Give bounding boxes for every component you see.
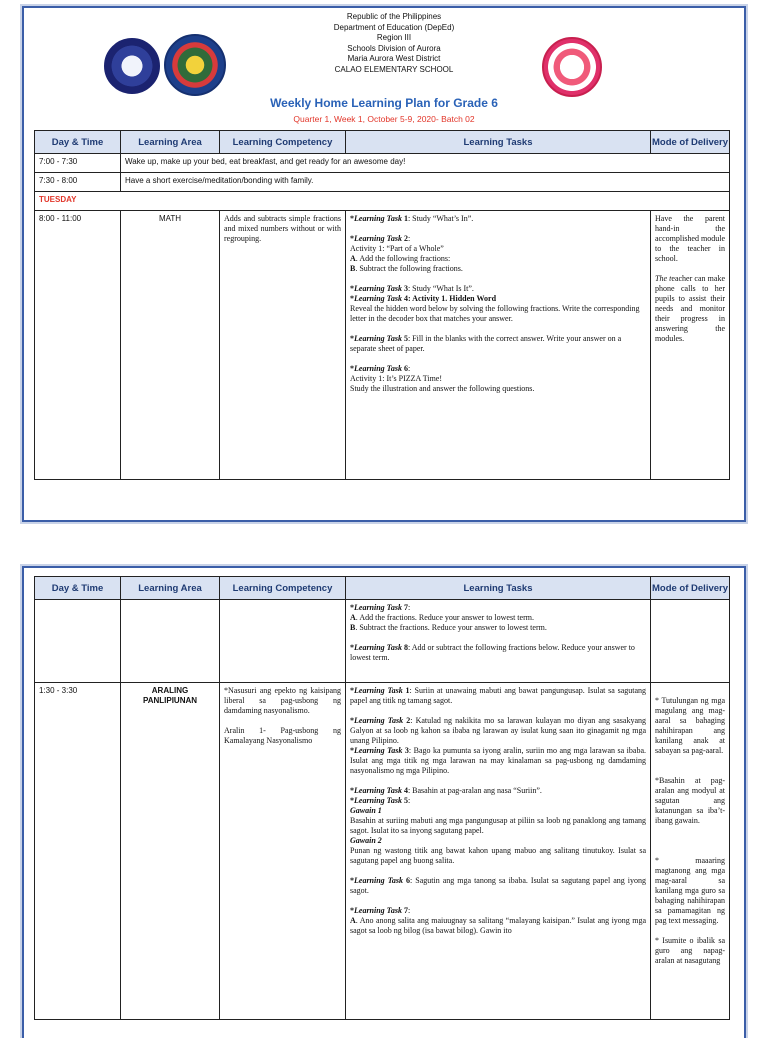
col-header: Day & Time xyxy=(35,131,121,154)
task-label: Learning Task xyxy=(354,796,402,805)
delivery-cell xyxy=(651,211,730,480)
task-3: *Learning Task 3: Bago ka pumunta sa iyong aralin, suriin mo ang mga larawan sa ibaba. Isulat ang mga titik ng mga larawan na may kinalaman sa pag-usbong ng damdaming nasyonalismo ng mga Pilipino. xyxy=(350,746,647,775)
table-row xyxy=(35,683,730,1020)
task-1: *Learning Task 1: Suriin at unawaing mabuti ang bawat pangungusap. Isulat sa sagutang papel ang titik ng tamang sagot. xyxy=(350,686,647,705)
time-cell: 8:00 - 11:00 xyxy=(35,211,121,480)
learning-area-cell xyxy=(121,683,220,1020)
time-cell: 7:00 - 7:30 xyxy=(35,154,121,173)
table-row xyxy=(35,173,730,192)
task-label: Learning Task xyxy=(354,334,402,343)
task-1: *Learning Task 1: Study “What’s In”. xyxy=(350,214,474,223)
time-cell xyxy=(35,600,121,683)
learning-plan-table xyxy=(34,130,730,480)
task-text: : Sagutin ang mga tanong sa ibaba. Isulat sa sagutang papel ang iyong sagot. xyxy=(350,876,647,895)
task-2-activity: Activity 1: “Part of a Whole” xyxy=(350,244,444,253)
competency-text: *Nasusuri ang epekto ng kaisipang liberal sa pag-usbong ng damdaming nasyonalismo. xyxy=(224,686,341,715)
task-text: : Study “What’s In”. xyxy=(407,214,474,223)
activity-cell: Wake up, make up your bed, eat breakfast, and get ready for an awesome day! xyxy=(121,154,730,173)
task-6: *Learning Task 6: Sagutin ang mga tanong sa ibaba. Isulat sa sagutang papel ang iyong sagot. xyxy=(350,876,647,895)
task-text: : Activity 1. Hidden Word xyxy=(407,294,497,303)
task-2: *Learning Task 2: xyxy=(350,234,411,243)
task-text: : xyxy=(407,603,411,612)
task-label: Learning Task xyxy=(354,284,402,293)
table-row xyxy=(35,600,730,683)
task-text: : xyxy=(407,906,411,915)
task-text: : Bago ka pumunta sa iyong aralin, suriin mo ang mga larawan sa ibaba. Isulat ang mga titik ng mga larawan na may kinalaman sa pag-usbong ng damdaming nasyonalismo ng mga Pilipino. xyxy=(350,746,647,775)
col-header: Day & Time xyxy=(35,577,121,600)
learning-area-cell: MATH xyxy=(121,211,220,480)
task-text: . Subtract the fractions. Reduce your answer to lowest term. xyxy=(355,623,547,632)
tasks-cell xyxy=(346,600,651,683)
task-5: *Learning Task 5: xyxy=(350,796,411,805)
task-6: *Learning Task 6: xyxy=(350,364,411,373)
school-logo-icon xyxy=(542,37,602,97)
task-label: Learning Task xyxy=(354,214,402,223)
task-text: : Katulad ng nakikita mo sa larawan kulayan mo diyan ang sasakyang Galyon at sa loob ng kahon sa ibaba ng larawan ay isulat kung saan ito ginagamit ng mga unang Pilipino. xyxy=(350,716,646,745)
task-4: *Learning Task 4: Basahin at pag-aralan ang nasa “Suriin”. xyxy=(350,786,542,795)
gawain-label: Gawain 2 xyxy=(350,836,382,845)
table-row xyxy=(35,154,730,173)
task-6-activity: Activity 1: It’s PIZZA Time! xyxy=(350,374,443,383)
area-name: ARALING PANLIPIUNAN xyxy=(142,686,198,705)
activity-cell: Have a short exercise/meditation/bonding with family. xyxy=(121,173,730,192)
col-header: Learning Area xyxy=(121,131,220,154)
gawain-label: Gawain 1 xyxy=(350,806,382,815)
task-5: *Learning Task 5: Fill in the blanks with the correct answer. Write your answer on a separate sheet of paper. xyxy=(350,334,622,353)
plan-subtitle: Quarter 1, Week 1, October 5-9, 2020- Batch 02 xyxy=(293,114,475,124)
plan-title: Weekly Home Learning Plan for Grade 6 xyxy=(270,96,498,110)
col-header: Learning Competency xyxy=(220,131,346,154)
table-header-row xyxy=(35,577,730,600)
col-header: Learning Competency xyxy=(220,577,346,600)
delivery-note: * Isumite o ibalik sa guro ang napag-aralan at nasagutang xyxy=(655,936,725,965)
delivery-em: The t xyxy=(655,274,672,283)
delivery-rest: eacher can make phone calls to her pupils to assist their needs and monitor their progress in answering the modules. xyxy=(655,274,725,343)
lesson-title: Aralin 1- Pag-usbong ng Kamalayang Nasyonalismo xyxy=(224,726,341,745)
day-label: TUESDAY xyxy=(35,192,730,211)
task-label: Learning Task xyxy=(354,716,404,725)
gawain-2-title xyxy=(350,836,646,846)
col-header: Learning Tasks xyxy=(346,577,651,600)
delivery-note: * Tutulungan ng mga magulang ang mag-aaral sa bahaging nahihirapan ang kanilang anak at sabayan sa pag-aaral. xyxy=(655,696,725,755)
task-text: . Add the following fractions: xyxy=(355,254,451,263)
competency-text: Adds and subtracts simple fractions and mixed numbers without or with regrouping. xyxy=(224,214,341,243)
task-7-a: A. Ano anong salita ang maiuugnay sa salitang “malayang kaisipan.” Isulat ang iyong mga sagot sa loob ng bilog (isa bawat bilog). Gawin ito xyxy=(350,916,646,935)
col-header: Mode of Delivery xyxy=(651,577,730,600)
gawain-1-body: Basahin at suriing mabuti ang mga pangungusap at piliin sa loob ng panaklong ang tamang sagot. Isulat ito sa inyong sagutang papel. xyxy=(350,816,646,835)
table-row xyxy=(35,192,730,211)
task-text: . Subtract the following fractions. xyxy=(355,264,463,273)
delivery-text: Have the parent hand-in the accomplished module to the teacher in school. xyxy=(655,214,725,263)
task-text: : Fill in the blanks with the correct answer. Write your answer on a separate sheet of paper. xyxy=(350,334,622,353)
table-header-row xyxy=(35,131,730,154)
table-row xyxy=(35,211,730,480)
task-7: *Learning Task 7: xyxy=(350,906,411,915)
deped-seal-icon xyxy=(104,38,160,94)
col-header: Learning Area xyxy=(121,577,220,600)
competency-cell xyxy=(220,683,346,1020)
task-text: : Suriin at unawaing mabuti ang bawat pangungusap. Isulat sa sagutang papel ang titik ng tamang sagot. xyxy=(350,686,647,705)
task-text: . Add the fractions. Reduce your answer to lowest term. xyxy=(355,613,534,622)
task-text: : xyxy=(407,234,411,243)
task-label: Learning Task xyxy=(354,876,403,885)
task-3: *Learning Task 3: Study “What Is It”. xyxy=(350,284,474,293)
competency-cell xyxy=(220,600,346,683)
task-label: Learning Task xyxy=(354,906,402,915)
task-6-body: Study the illustration and answer the following questions. xyxy=(350,384,535,393)
task-label: Learning Task xyxy=(354,294,402,303)
task-label: Learning Task xyxy=(354,364,402,373)
header-line: Republic of the Philippines xyxy=(346,12,442,21)
task-label: Learning Task xyxy=(354,643,402,652)
col-header: Learning Tasks xyxy=(346,131,651,154)
tasks-cell xyxy=(346,683,651,1020)
delivery-note: *Basahin at pag-aralan ang modyul at sagutan ang katanungan sa iba’t-ibang gawain. xyxy=(655,776,725,825)
school-header xyxy=(24,8,744,124)
gawain-2-body: Punan ng wastong titik ang bawat kahon upang mabuo ang salitang tinutukoy. Isulat sa sagutang papel ang buong salita. xyxy=(350,846,646,865)
task-8: *Learning Task 8: Add or subtract the following fractions below. Reduce your answer to lowest term. xyxy=(350,643,635,662)
task-label: Learning Task xyxy=(354,686,403,695)
task-7-a: A. Add the fractions. Reduce your answer to lowest term. xyxy=(350,613,534,622)
header-line: Schools Division of Aurora xyxy=(347,43,441,53)
task-2-b: B. Subtract the following fractions. xyxy=(350,264,463,273)
header-address xyxy=(274,12,514,75)
time-cell: 1:30 - 3:30 xyxy=(35,683,121,1020)
time-cell: 7:30 - 8:00 xyxy=(35,173,121,192)
header-line: Department of Education (DepEd) xyxy=(333,22,455,32)
header-line: Region III xyxy=(376,33,412,42)
task-label: Learning Task xyxy=(354,786,402,795)
task-text: : Basahin at pag-aralan ang nasa “Suriin”. xyxy=(407,786,542,795)
task-label: Learning Task xyxy=(354,234,402,243)
task-text: : Study “What Is It”. xyxy=(407,284,474,293)
task-7: *Learning Task 7: xyxy=(350,603,411,612)
task-7-b: B. Subtract the fractions. Reduce your answer to lowest term. xyxy=(350,623,547,632)
competency-cell xyxy=(220,211,346,480)
task-text: . Ano anong salita ang maiuugnay sa salitang “malayang kaisipan.” Isulat ang iyong mga sagot sa loob ng bilog (isa bawat bilog). Gawin ito xyxy=(350,916,646,935)
col-header: Mode of Delivery xyxy=(651,131,730,154)
task-2: *Learning Task 2: Katulad ng nakikita mo sa larawan kulayan mo diyan ang sasakyang Galyon at sa loob ng kahon sa ibaba ng larawan ay isulat kung saan ito ginagamit ng mga unang Pilipino. xyxy=(350,716,646,745)
delivery-note: * maaaring magtanong ang mga mag-aaral sa kanilang mga guro sa bahaging nahihirapan sa pamamagitan ng pag text messaging. xyxy=(655,856,725,925)
task-text: : Add or subtract the following fractions below. Reduce your answer to lowest term. xyxy=(350,643,635,662)
task-4: *Learning Task 4: Activity 1. Hidden Word xyxy=(350,294,497,303)
task-label: Learning Task xyxy=(354,603,402,612)
gawain-1-title xyxy=(350,806,646,816)
task-4-body: Reveal the hidden word below by solving the following fractions. Write the corresponding letter in the decoder box that matches your answer. xyxy=(350,304,640,323)
task-text: : xyxy=(407,364,411,373)
task-text: : xyxy=(407,796,411,805)
learning-area-cell xyxy=(121,600,220,683)
division-seal-icon xyxy=(164,34,226,96)
tasks-cell xyxy=(346,211,651,480)
delivery-cell xyxy=(651,600,730,683)
page-1 xyxy=(22,6,746,522)
delivery-cell xyxy=(651,683,730,1020)
page-2 xyxy=(22,566,746,1038)
task-2-a: A. Add the following fractions: xyxy=(350,254,451,263)
learning-plan-table-continued xyxy=(34,576,730,1020)
header-line: CALAO ELEMENTARY SCHOOL xyxy=(334,64,454,74)
header-line: Maria Aurora West District xyxy=(347,54,441,63)
task-label: Learning Task xyxy=(354,746,403,755)
delivery-text-2 xyxy=(655,274,725,344)
